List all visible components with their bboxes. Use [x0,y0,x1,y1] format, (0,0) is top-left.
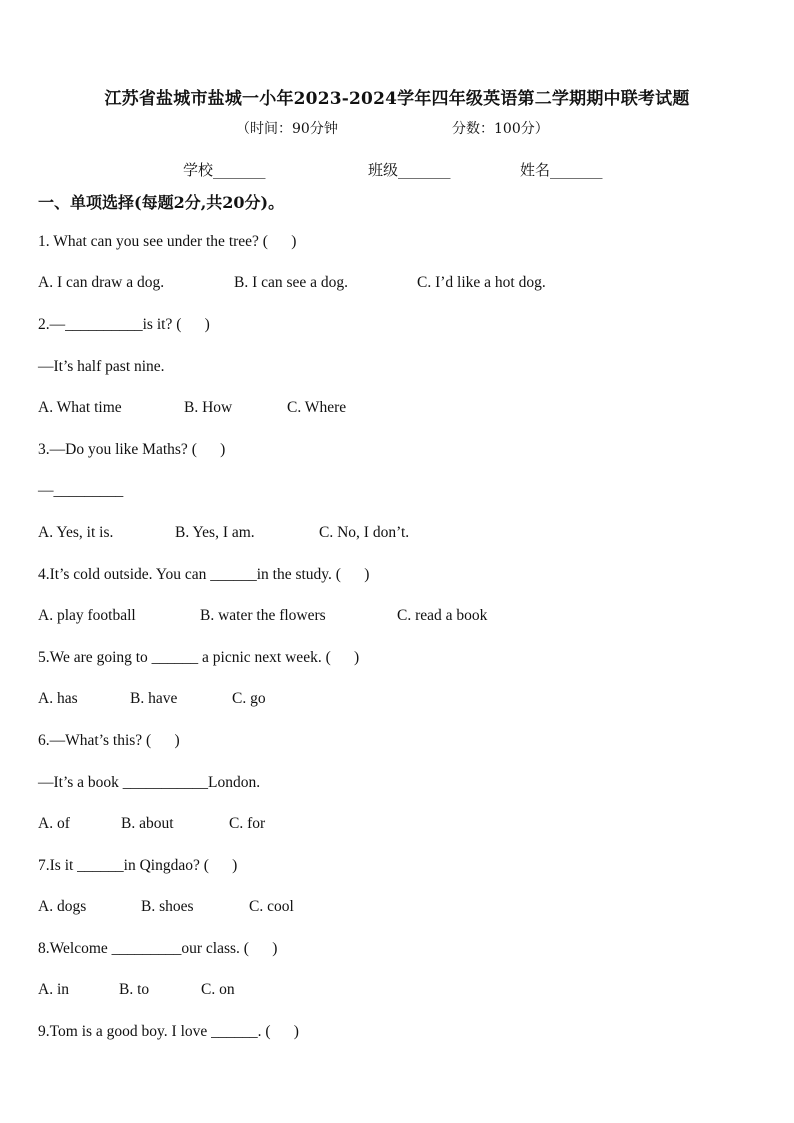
q1-option-b: B. I can see a dog. [234,274,349,291]
q1-option-a: A. I can draw a dog. [38,274,165,291]
exam-score: 分数：100分） [452,121,549,137]
class-field: 班级_______ [368,161,451,179]
question-2-text: 2.—__________is it? ( ) [38,316,210,333]
q4-option-b: B. water the flowers [200,607,326,624]
question-6-answer-line: —It’s a book ___________London. [38,774,261,791]
q2-option-c: C. Where [287,399,347,416]
question-5-text: 5.We are going to ______ a picnic next week. ( ) [38,649,360,666]
exam-time: （时间：90分钟 [236,121,338,137]
q5-option-b: B. have [130,690,178,707]
q3-option-a: A. Yes, it is. [38,524,114,541]
section-heading: 一、单项选择(每题2分,共20分)。 [38,193,285,212]
question-2-answer-line: —It’s half past nine. [38,358,165,375]
exam-title: 江苏省盐城市盐城一小年2023-2024学年四年级英语第二学期期中联考试题 [104,89,690,109]
question-6-text: 6.—What’s this? ( ) [38,732,180,749]
q3-option-b: B. Yes, I am. [175,524,255,541]
q6-option-c: C. for [229,815,266,832]
question-9-text: 9.Tom is a good boy. I love ______. ( ) [38,1023,299,1040]
q6-option-b: B. about [121,815,174,832]
question-3-text: 3.—Do you like Maths? ( ) [38,441,226,458]
q1-option-c: C. I’d like a hot dog. [417,274,546,291]
q5-option-c: C. go [232,690,266,707]
question-3-answer-line: —_________ [38,482,124,499]
q7-option-b: B. shoes [141,898,194,915]
question-7-text: 7.Is it ______in Qingdao? ( ) [38,857,238,874]
name-field: 姓名_______ [520,161,603,179]
q2-option-a: A. What time [38,399,122,416]
q2-option-b: B. How [184,399,233,416]
q4-option-a: A. play football [38,607,136,624]
q3-option-c: C. No, I don’t. [319,524,410,541]
q7-option-c: C. cool [249,898,294,915]
question-8-text: 8.Welcome _________our class. ( ) [38,940,278,957]
q7-option-a: A. dogs [38,898,87,915]
question-4-text: 4.It’s cold outside. You can ______in the study. ( ) [38,566,370,583]
school-field: 学校_______ [183,161,266,179]
q8-option-c: C. on [201,981,235,998]
question-1-text: 1. What can you see under the tree? ( ) [38,233,297,250]
q4-option-c: C. read a book [397,607,488,624]
q5-option-a: A. has [38,690,78,707]
q8-option-a: A. in [38,981,69,998]
q8-option-b: B. to [119,981,150,998]
q6-option-a: A. of [38,815,70,832]
